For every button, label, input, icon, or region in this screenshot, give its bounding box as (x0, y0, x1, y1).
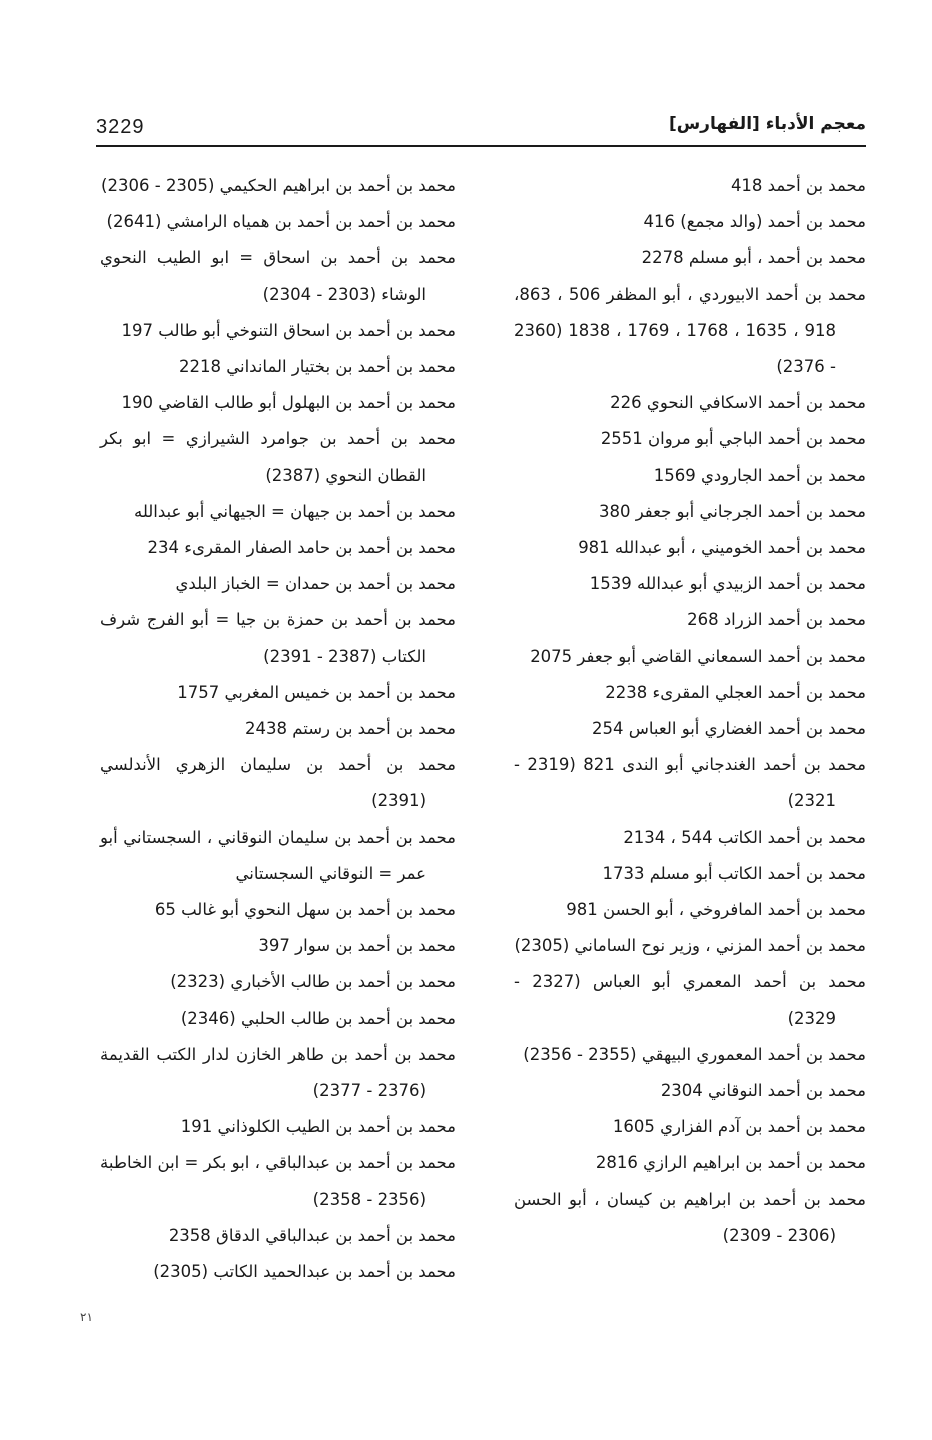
index-entry: محمد بن أحمد بن اسحاق = ابو الطيب النحوي الوشاء (2303 - 2304) (100, 248, 456, 304)
index-entry: محمد بن أحمد المعموري البيهقي (2355 - 2356) (523, 1044, 866, 1064)
index-entry: محمد بن أحمد المزني ، وزير نوح الساماني (2305) (514, 936, 866, 956)
index-entry: محمد بن أحمد بن رستم 2438 (245, 719, 456, 739)
index-entry: محمد بن أحمد بن جوامرد الشيرازي = ابو بكر القطان النحوي (2387) (100, 429, 456, 485)
index-entry: محمد بن أحمد الزبيدي أبو عبدالله 1539 (589, 574, 866, 594)
index-entry: محمد بن أحمد بن اسحاق التنوخي أبو طالب 197 (121, 320, 456, 340)
index-entry: محمد بن أحمد الغضاري أبو العباس 254 (591, 719, 866, 739)
index-entry: محمد بن أحمد الجارودي 1569 (653, 465, 866, 485)
index-entry: محمد بن أحمد الجرجاني أبو جعفر 380 (598, 501, 866, 521)
index-entry: محمد بن أحمد المافروخي ، أبو الحسن 981 (566, 900, 866, 920)
index-entry: محمد بن أحمد بن طالب الحلبي (2346) (180, 1008, 456, 1028)
index-entry: محمد بن أحمد الغندجاني أبو الندى 821 (2319 - 2321) (514, 755, 866, 811)
index-entry: محمد بن أحمد بن ابراهيم الرازي 2816 (595, 1153, 866, 1173)
book-title: معجم الأدباء [الفهارس] (668, 114, 866, 134)
index-entry: محمد بن أحمد الخوميني ، أبو عبدالله 981 (578, 538, 866, 558)
index-entry: محمد بن أحمد بن سليمان النوقاني ، السجستاني أبو عمر = النوقاني السجستاني (100, 827, 456, 883)
index-entry: محمد بن أحمد النوقاني 2304 (660, 1081, 866, 1101)
index-entry: محمد بن أحمد بن أحمد بن همياه الرامشي (2641) (106, 212, 456, 232)
folio-mark: ٢١ (80, 1310, 93, 1324)
index-entry: محمد بن أحمد بن سهل النحوي أبو غالب 65 (154, 900, 456, 920)
index-entry: محمد بن أحمد بن عبدالباقي ، ابو بكر = ابن الخاطبة (2356 - 2358) (100, 1153, 456, 1209)
index-entry: محمد بن أحمد بن بختيار المانداني 2218 (178, 357, 456, 377)
page-number: 3229 (96, 116, 145, 138)
index-entry: محمد بن أحمد بن حامد الصفار المقرىء 234 (147, 538, 456, 558)
index-entry: محمد بن أحمد بن ابراهيم الحكيمي (2305 - 2306) (101, 176, 456, 195)
page-header (96, 112, 866, 148)
index-entry: محمد بن أحمد بن سليمان الزهري الأندلسي (2391) (100, 755, 456, 811)
index-entry: محمد بن أحمد السمعاني القاضي أبو جعفر 2075 (530, 646, 866, 666)
index-entry: محمد بن أحمد بن آدم الفزاري 1605 (612, 1117, 866, 1137)
index-entry: محمد بن أحمد بن جيهان = الجيهاني أبو عبدالله (133, 501, 456, 521)
index-entry: محمد بن أحمد بن سوار 397 (258, 936, 456, 956)
index-entry: محمد بن أحمد العجلي المقرىء 2238 (605, 682, 866, 702)
index-entry: محمد بن أحمد بن حمدان = الخباز البلدي (175, 574, 456, 594)
index-entry: محمد بن أحمد الزراد 268 (687, 610, 866, 630)
index-entry: محمد بن أحمد المعمري أبو العباس (2327 - 2329) (514, 972, 866, 1028)
index-entry: محمد بن أحمد بن عبدالباقي الدقاق 2358 (168, 1225, 456, 1245)
index-entry: محمد بن أحمد الكاتب 544 ، 2134 (623, 827, 866, 847)
index-entry: محمد بن أحمد بن طاهر الخازن لدار الكتب القديمة (2376 - 2377) (100, 1044, 456, 1101)
index-entry: محمد بن أحمد بن ابراهيم بن كيسان ، أبو الحسن (2306 - 2309) (514, 1189, 866, 1245)
index-entry: محمد بن أحمد بن حمزة بن جيا = أبو الفرج شرف الكتاب (2387 - 2391) (100, 610, 456, 666)
index-entry: محمد بن أحمد بن البهلول أبو طالب القاضي 190 (121, 393, 456, 413)
index-entry: محمد بن أحمد بن عبدالحميد الكاتب (2305) (153, 1262, 456, 1282)
index-entry: محمد بن أحمد بن الطيب الكلوذاني 191 (180, 1117, 456, 1137)
index-entry: محمد بن أحمد بن خميس المغربي 1757 (177, 682, 456, 702)
index-column-left (100, 168, 456, 1290)
index-entry: محمد بن أحمد الباجي أبو مروان 2551 (600, 429, 866, 449)
index-entry: محمد بن أحمد ، أبو مسلم 2278 (641, 248, 866, 268)
header-rule (96, 145, 866, 147)
index-entry: محمد بن أحمد الكاتب أبو مسلم 1733 (602, 863, 866, 883)
index-entry: محمد بن أحمد بن طالب الأخباري (2323) (170, 972, 456, 992)
index-entry: محمد بن أحمد 418 (730, 176, 866, 195)
index-entry: محمد بن أحمد الابيوردي ، أبو المظفر 506 ، 863، 918 ، 1635 ، 1768 ، 1769 ، 1838 (2360 - 2376) (514, 284, 866, 377)
index-column-right (514, 168, 866, 1254)
index-entry: محمد بن أحمد (والد مجمع) 416 (643, 212, 866, 232)
index-entry: محمد بن أحمد الاسكافي النحوي 226 (610, 393, 866, 413)
